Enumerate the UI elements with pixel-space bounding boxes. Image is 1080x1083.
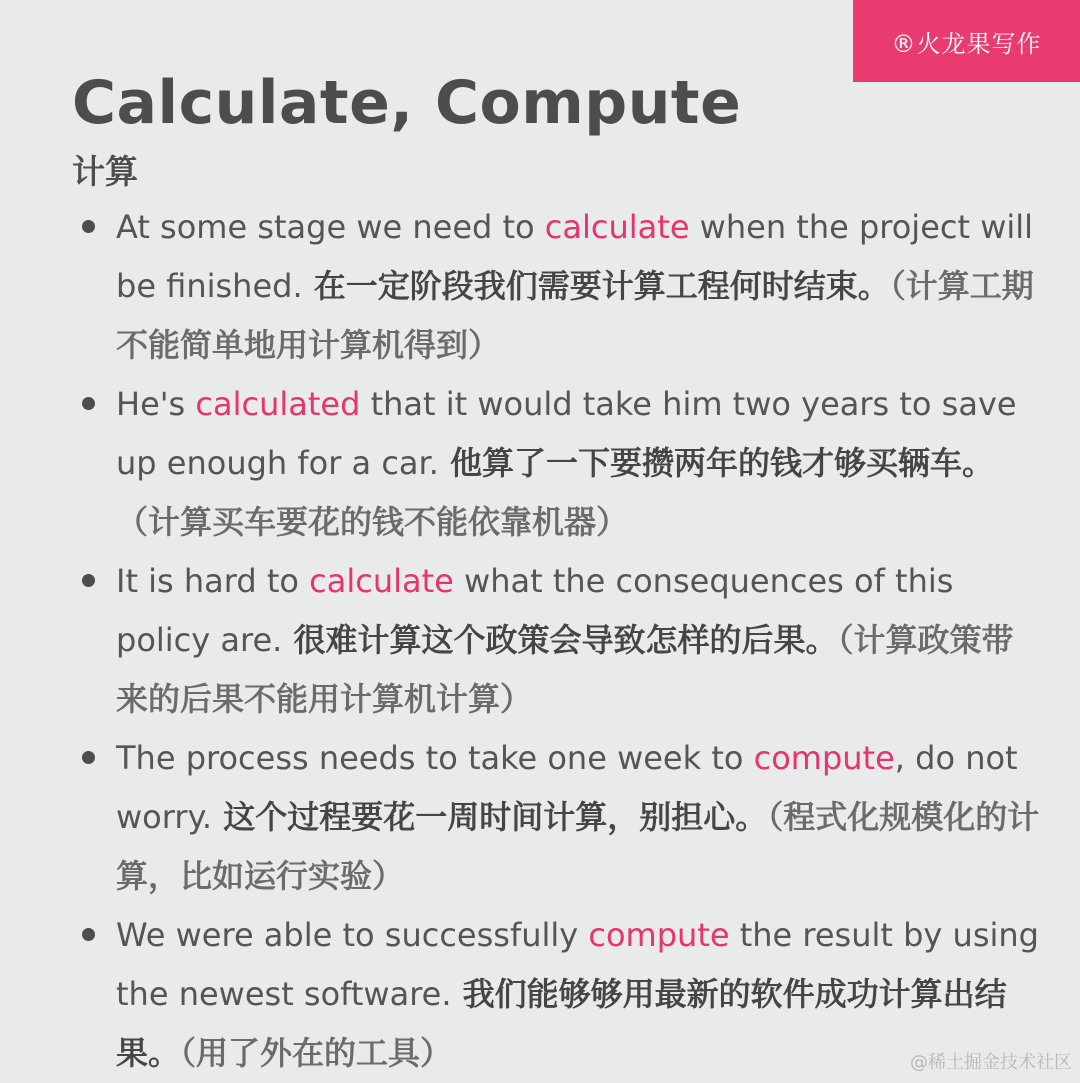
example-text: , do not worry. (116, 739, 1018, 836)
example-note: （程式化规模化的计算，比如运行实验） (116, 798, 1040, 895)
example-item (82, 198, 1042, 375)
bullet-icon (82, 751, 95, 764)
example-keyword: compute (753, 739, 895, 777)
example-note: （计算工期不能简单地用计算机得到） (116, 267, 1034, 364)
example-note: （计算政策带来的后果不能用计算机计算） (116, 621, 1014, 718)
brand-badge (853, 0, 1080, 82)
example-translation: 这个过程要花一周时间计算，别担心。 (212, 798, 768, 836)
example-note: （用了外在的工具） (180, 1034, 453, 1072)
bullet-icon (82, 220, 95, 233)
example-text: the result by using the newest software. (116, 916, 1039, 1013)
example-note: （计算买车要花的钱不能依靠机器） (116, 503, 629, 541)
example-translation: 我们能够够用最新的软件成功计算出结果。 (116, 975, 1007, 1072)
example-text: The process needs to take one week to (116, 739, 754, 777)
example-text: what the consequences of this policy are. (116, 562, 954, 659)
watermark: @稀土掘金技术社区 (910, 1052, 1072, 1073)
example-keyword: calculated (195, 385, 361, 423)
page-title: Calculate, Compute (72, 68, 742, 138)
brand-label: ®火龙果写作 (891, 29, 1042, 58)
example-item (82, 375, 1042, 552)
example-text: that it would take him two years to save up enough for a car. (116, 385, 1017, 482)
example-translation: 他算了一下要攒两年的钱才够买辆车。 (438, 444, 995, 482)
bullet-icon (82, 397, 95, 410)
bullet-icon (82, 928, 95, 941)
example-translation: 在一定阶段我们需要计算工程何时结束。 (302, 267, 890, 305)
example-keyword: calculate (544, 208, 690, 246)
example-text: when the project will be finished. (116, 208, 1034, 305)
example-list (82, 198, 1042, 1083)
example-text: We were able to successfully (116, 916, 589, 954)
example-item (82, 552, 1042, 729)
bullet-icon (82, 574, 95, 587)
example-text: At some stage we need to (116, 208, 545, 246)
example-item (82, 729, 1042, 906)
example-keyword: compute (588, 916, 730, 954)
example-keyword: calculate (309, 562, 454, 600)
example-translation: 很难计算这个政策会导致怎样的后果。 (282, 621, 838, 659)
example-text: It is hard to (116, 562, 310, 600)
page-subtitle: 计算 (72, 152, 138, 191)
example-text: He's (116, 385, 196, 423)
example-item (82, 906, 1042, 1083)
